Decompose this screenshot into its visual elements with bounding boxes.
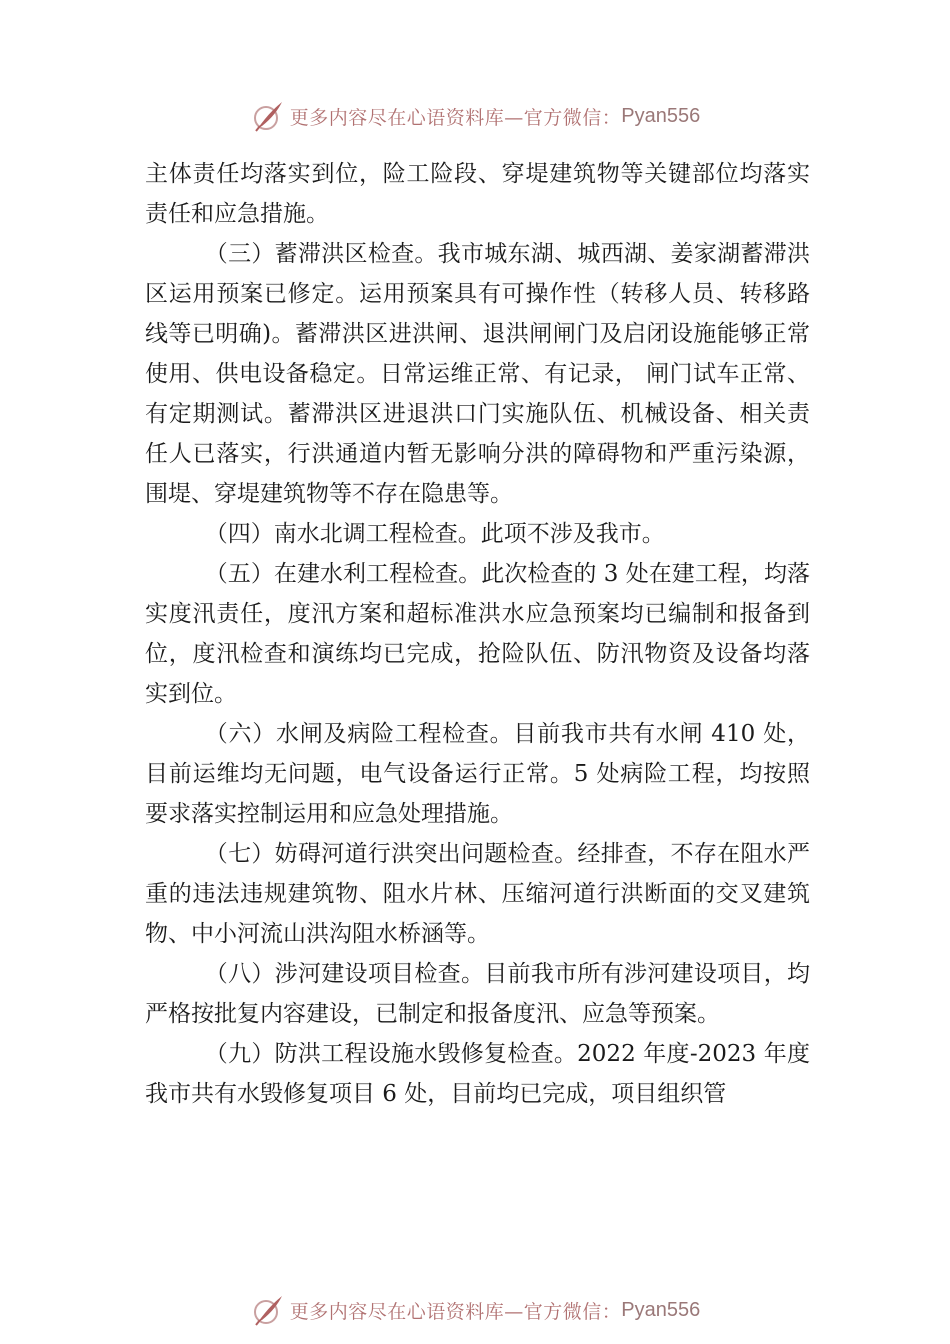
watermark-text: 更多内容尽在心语资料库—官方微信： (289, 1300, 622, 1323)
paragraph: （九）防洪工程设施水毁修复检查。2022 年度-2023 年度我市共有水毁修复项目 6 处，目前均已完成，项目组织管 (145, 1041, 810, 1107)
paragraph: （六）水闸及病险工程检查。目前我市共有水闸 410 处，目前运维均无问题，电气设备运行正常。5 处病险工程，均按照要求落实控制运用和应急处理措施。 (145, 721, 810, 827)
document-body (145, 154, 810, 1114)
quill-logo-icon (250, 1292, 286, 1328)
watermark-wechat-id: Pyan556 (621, 1298, 701, 1321)
footer-watermark (0, 1290, 950, 1330)
paragraph: （七）妨碍河道行洪突出问题检查。经排查，不存在阻水严重的违法违规建筑物、阻水片林、压缩河道行洪断面的交叉建筑物、中小河流山洪沟阻水桥涵等。 (145, 841, 810, 947)
watermark-wechat-id: Pyan556 (621, 104, 701, 127)
paragraph: （三）蓄滞洪区检查。我市城东湖、城西湖、姜家湖蓄滞洪区运用预案已修定。运用预案具有可操作性（转移人员、转移路线等已明确)。蓄滞洪区进洪闸、退洪闸闸门及启闭设施能够正常使用、供电设备稳定。日常运维正常、有记录， 闸门试车正常、有定期测试。蓄滞洪区进退洪口门实施队伍、机械设备、相关责任人已落实，行洪通道内暂无影响分洪的障碍物和严重污染源，围堤、穿堤建筑物等不存在隐患等。 (145, 241, 810, 507)
watermark-text: 更多内容尽在心语资料库—官方微信： (289, 106, 622, 129)
header-watermark (0, 96, 950, 136)
quill-logo-icon (250, 98, 286, 134)
paragraph: （四）南水北调工程检查。此项不涉及我市。 (204, 521, 665, 547)
paragraph: 主体责任均落实到位，险工险段、穿堤建筑物等关键部位均落实责任和应急措施。 (145, 161, 810, 227)
paragraph: （八）涉河建设项目检查。目前我市所有涉河建设项目，均严格按批复内容建设，已制定和报备度汛、应急等预案。 (145, 961, 810, 1027)
paragraph: （五）在建水利工程检查。此次检查的 3 处在建工程，均落实度汛责任，度汛方案和超标准洪水应急预案均已编制和报备到位，度汛检查和演练均已完成，抢险队伍、防汛物资及设备均落实到位。 (145, 561, 810, 707)
